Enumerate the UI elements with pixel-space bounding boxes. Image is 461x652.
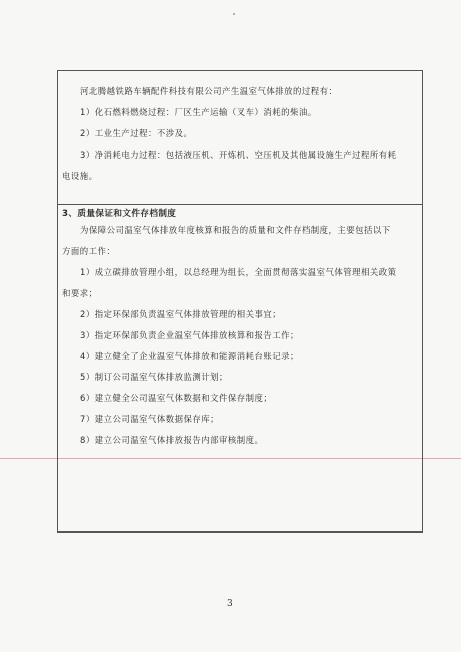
- section-heading: 3、质量保证和文件存档制度: [62, 209, 177, 219]
- list-item-continuation: 电设施。: [62, 171, 98, 181]
- section-intro: 为保障公司温室气体排放年度核算和报告的质量和文件存档制度，主要包括以下: [80, 225, 391, 235]
- list-item: 5）制订公司温室气体排放监测计划；: [80, 372, 228, 382]
- list-item: 1）化石燃料燃烧过程：厂区生产运输（叉车）消耗的柴油。: [80, 107, 317, 117]
- list-item: 1）成立碳排放管理小组，以总经理为组长，全面贯彻落实温室气体管理相关政策: [80, 267, 397, 277]
- list-item: 4）建立健全了企业温室气体排放和能源消耗台账记录；: [80, 351, 299, 361]
- list-item: 6）建立健全公司温室气体数据和文件保存制度；: [80, 393, 273, 403]
- table-bottom-border: [57, 531, 423, 532]
- list-item: 2）工业生产过程：不涉及。: [80, 128, 193, 138]
- list-item: 8）建立公司温室气体排放报告内部审核制度。: [80, 435, 264, 445]
- list-item-continuation: 和要求；: [62, 288, 98, 298]
- section-intro-continuation: 方面的工作：: [62, 246, 116, 256]
- list-item: 3）指定环保部负责企业温室气体排放核算和报告工作；: [80, 330, 299, 340]
- list-item: 3）净消耗电力过程：包括液压机、开炼机、空压机及其他属设施生产过程所有耗: [80, 150, 397, 160]
- scan-speck: [233, 13, 235, 15]
- list-item: 7）建立公司温室气体数据保存库；: [80, 414, 219, 424]
- list-item: 2）指定环保部负责温室气体排放管理的相关事宜；: [80, 309, 282, 319]
- section-divider: [57, 204, 423, 205]
- emission-process-intro: 河北腾越铁路车辆配件科技有限公司产生温室气体排放的过程有：: [80, 86, 338, 96]
- report-table-frame: [57, 70, 423, 533]
- page-number: 3: [227, 599, 233, 609]
